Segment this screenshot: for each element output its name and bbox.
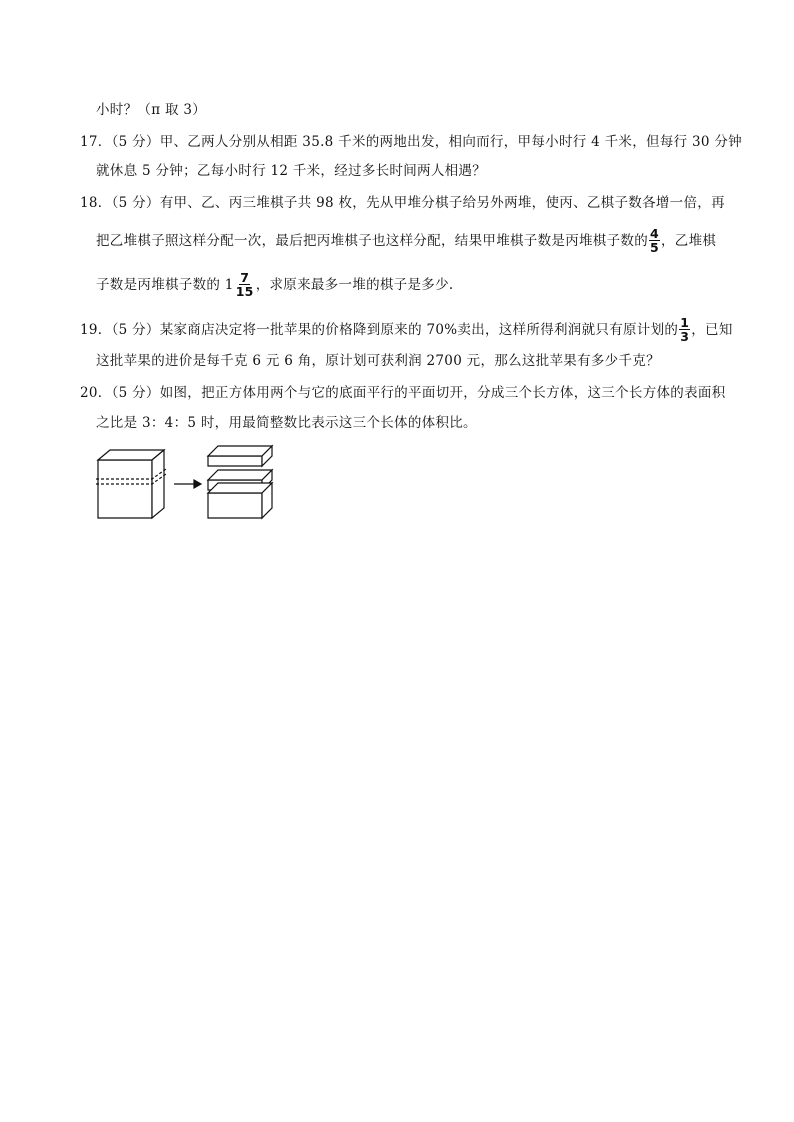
q19-line1 xyxy=(80,317,733,344)
cube-cut-figure xyxy=(90,438,280,524)
q18-fraction-7-15 xyxy=(235,271,255,298)
fraction-denominator: 5 xyxy=(650,240,659,255)
fraction-denominator: 15 xyxy=(235,284,254,299)
q17-line1: 17．（5 分）甲、乙两人分别从相距 35.8 千米的两地出发，相向而行，甲每小时行 4 千米，但每行 30 分钟 xyxy=(80,134,742,150)
cube-front-face xyxy=(98,460,152,518)
q18-line3-text-b: ，求原来最多一堆的棋子是多少. xyxy=(255,277,454,293)
q19-line2: 这批苹果的进价是每千克 6 元 6 角，原计划可获利润 2700 元，那么这批苹果有多少千克？ xyxy=(96,353,660,369)
cube-side-face xyxy=(152,450,164,518)
arrow-icon xyxy=(174,480,201,488)
q18-line3-text-a: 子数是丙堆棋子数的 1 xyxy=(96,277,234,293)
q18-line2-text-a: 把乙堆棋子照这样分配一次，最后把丙堆棋子也这样分配，结果甲堆棋子数是丙堆棋子数的 xyxy=(96,233,648,249)
q17-line2: 就休息 5 分钟；乙每小时行 12 千米，经过多长时间两人相遇？ xyxy=(96,163,487,179)
q19-line1-text-b: ，已知 xyxy=(691,322,733,338)
q16-tail xyxy=(96,101,206,119)
q19-line1-text-a: 19．（5 分）某家商店决定将一批苹果的价格降到原来的 70%卖出，这样所得利润就只有原计划的 xyxy=(80,322,679,338)
fraction-denominator: 3 xyxy=(680,329,690,344)
piece-bottom xyxy=(208,483,272,518)
fraction-numerator: 1 xyxy=(680,315,690,330)
q20-line1: 20．（5 分）如图，把正方体用两个与它的底面平行的平面切开，分成三个长方体，这三个长方体的表面积 xyxy=(80,385,726,401)
q18-line2-text-b: ，乙堆棋 xyxy=(661,233,717,249)
fraction-numerator: 4 xyxy=(650,226,659,241)
q18-line2 xyxy=(96,228,716,255)
separated-pieces xyxy=(208,446,272,518)
fraction-numerator: 7 xyxy=(240,270,250,285)
q18-fraction-4-5 xyxy=(649,227,660,254)
q16-tail-text: 小时？（π 取 3） xyxy=(96,102,207,118)
q18-line3 xyxy=(96,272,453,299)
piece-top xyxy=(208,446,272,466)
q18-line1: 18．（5 分）有甲、乙、丙三堆棋子共 98 枚，先从甲堆分棋子给另外两堆，使丙、乙棋子数各增一倍，再 xyxy=(80,195,725,211)
q19-fraction-1-3 xyxy=(679,316,690,343)
q20-line2: 之比是 3：4：5 时，用最简整数比表示这三个长体的体积比。 xyxy=(96,415,477,431)
